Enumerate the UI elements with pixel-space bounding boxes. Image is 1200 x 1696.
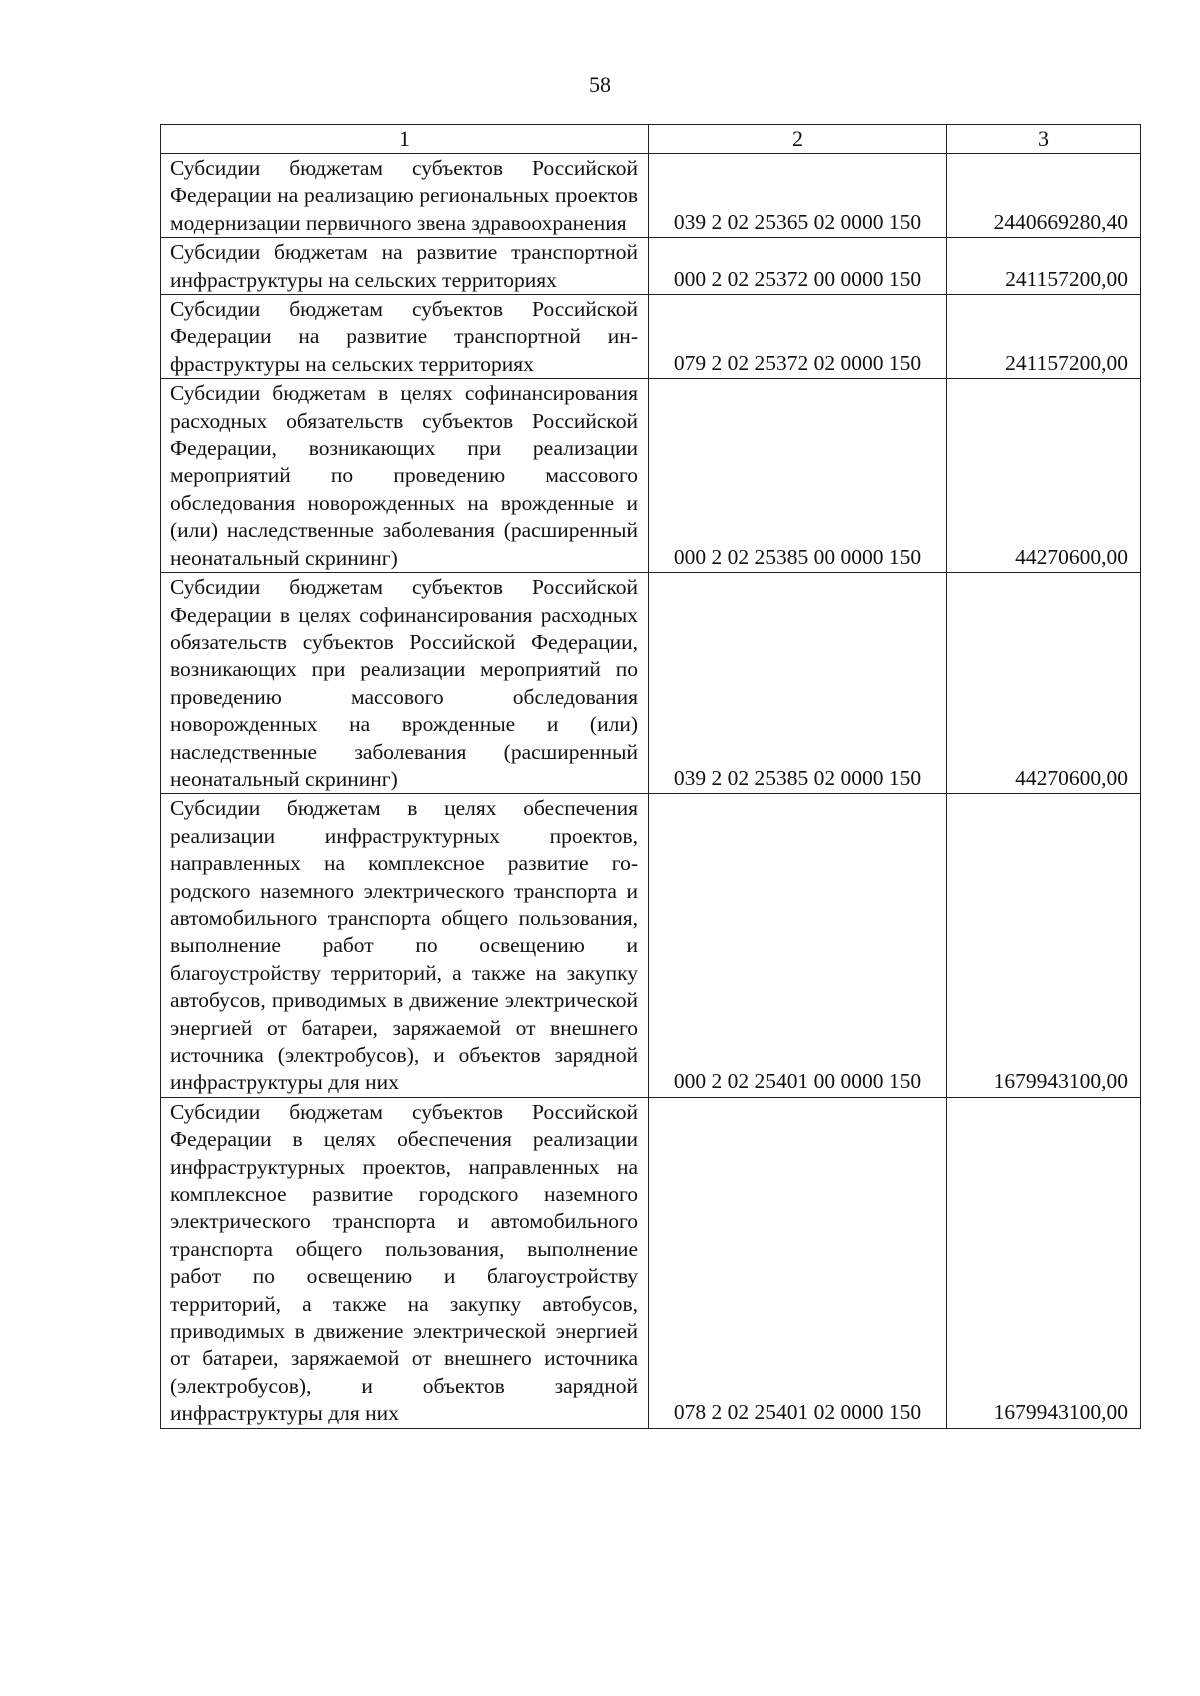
column-header-2: 2 [649, 125, 947, 154]
row-amount: 44270600,00 [947, 573, 1141, 794]
column-header-3: 3 [947, 125, 1141, 154]
table-row [161, 295, 1141, 379]
row-code: 078 2 02 25401 02 0000 150 [649, 1097, 947, 1428]
table-row [161, 573, 1141, 794]
table-row [161, 379, 1141, 573]
row-description: Субсидии бюджетам субъектов Российской Федерации в целях софинансирования расходных обязательств субъектов Российской Федерации, возникающих при реализации мероприятий по проведению массового обследования новорожденных на врожденные и (или) наследственные заболевания (расширенный неонатальный скрининг) [161, 573, 649, 794]
row-amount: 44270600,00 [947, 379, 1141, 573]
row-description: Субсидии бюджетам субъектов Российской Федерации на развитие транспортной инфраструктуры на сельских территориях [161, 295, 649, 379]
row-code: 039 2 02 25365 02 0000 150 [649, 154, 947, 238]
row-amount: 1679943100,00 [947, 1097, 1141, 1428]
row-description: Субсидии бюджетам в целях обеспечения реализации инфраструктурных проектов, направленных на комплексное развитие городского наземного электрического транспорта и автомобильного транспорта общего пользования, выполнение работ по освещению и благоустройству территорий, а также на закупку автобусов, приводимых в движение электрической энергией от батареи, заряжаемой от внешнего источника (электробусов), и объектов зарядной инфраструктуры для них [161, 794, 649, 1097]
table-row [161, 794, 1141, 1097]
row-code: 000 2 02 25401 00 0000 150 [649, 794, 947, 1097]
page-number: 58 [589, 72, 611, 97]
row-code: 000 2 02 25372 00 0000 150 [649, 238, 947, 295]
table-row [161, 1097, 1141, 1428]
row-amount: 241157200,00 [947, 238, 1141, 295]
row-description: Субсидии бюджетам субъектов Российской Федерации в целях обеспечения реализации инфраструктурных проектов, направленных на комплексное развитие городского наземного электрического транспорта и автомобильного транспорта общего пользования, выполнение работ по освещению и благоустройству территорий, а также на закупку автобусов, приводимых в движение электрической энергией от батареи, заряжаемой от внешнего источника (электробусов), и объектов зарядной инфраструктуры для них [161, 1097, 649, 1428]
row-description: Субсидии бюджетам на развитие транспортной инфраструктуры на сельских территориях [161, 238, 649, 295]
budget-table [160, 124, 1141, 1429]
table-header-row [161, 125, 1141, 154]
table-row [161, 238, 1141, 295]
row-code: 000 2 02 25385 00 0000 150 [649, 379, 947, 573]
column-header-1: 1 [161, 125, 649, 154]
table-row [161, 154, 1141, 238]
row-description: Субсидии бюджетам в целях софинансирования расходных обязательств субъектов Российской Федерации, возникающих при реализации мероприятий по проведению массового обследования новорожденных на врожденные и (или) наследственные заболевания (расширенный неонатальный скрининг) [161, 379, 649, 573]
row-code: 039 2 02 25385 02 0000 150 [649, 573, 947, 794]
row-code: 079 2 02 25372 02 0000 150 [649, 295, 947, 379]
row-amount: 2440669280,40 [947, 154, 1141, 238]
row-amount: 241157200,00 [947, 295, 1141, 379]
row-amount: 1679943100,00 [947, 794, 1141, 1097]
row-description: Субсидии бюджетам субъектов Российской Федерации на реализацию региональных проектов модернизации первичного звена здравоохранения [161, 154, 649, 238]
